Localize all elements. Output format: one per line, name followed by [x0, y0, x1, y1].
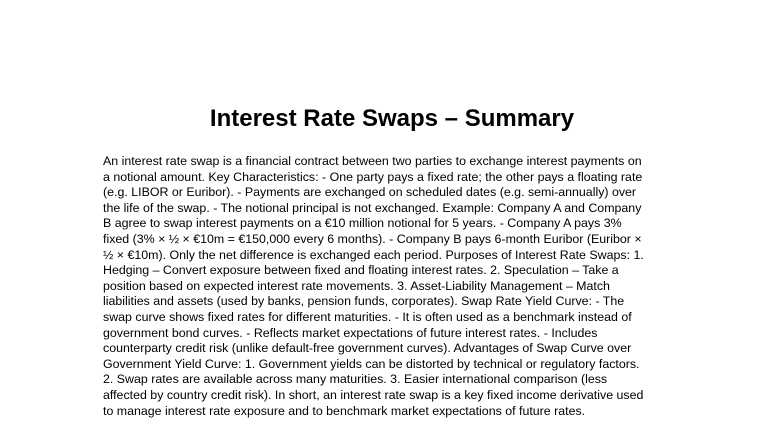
body-line: government bond curves. - Reflects market expectations of future interest rates. - Includes — [103, 325, 598, 340]
body-line: 2. Swap rates are available across many maturities. 3. Easier international comparison (less — [103, 372, 608, 387]
body-line: to manage interest rate exposure and to benchmark market expectations of future rates. — [103, 403, 586, 418]
body-line: the life of the swap. - The notional principal is not exchanged. Example: Company A and Company — [103, 200, 642, 215]
body-line: liabilities and assets (used by banks, pension funds, corporates). Swap Rate Yield Curve: - The — [103, 294, 625, 309]
body-line: ½ × €10m). Only the net difference is exchanged each period. Purposes of Interest Rate Swaps: 1. — [103, 247, 644, 262]
body-line: swap curve shows fixed rates for different maturities. - It is often used as a benchmark instead of — [103, 309, 632, 324]
body-line: fixed (3% × ½ × €10m = €150,000 every 6 months). - Company B pays 6-month Euribor (Euribor × — [103, 231, 642, 246]
body-line: Hedging – Convert exposure between fixed and floating interest rates. 2. Speculation – Take a — [103, 263, 619, 278]
body-line: An interest rate swap is a financial contract between two parties to exchange interest payments on — [103, 154, 642, 168]
document-body — [103, 154, 684, 419]
body-line: position based on expected interest rate movements. 3. Asset-Liability Management – Match — [103, 278, 610, 293]
body-line: a notional amount. Key Characteristics: - One party pays a fixed rate; the other pays a floating rate — [103, 169, 643, 184]
document-title: Interest Rate Swaps – Summary — [209, 105, 575, 132]
body-line: affected by country credit risk). In short, an interest rate swap is a key fixed income derivative used — [103, 387, 644, 402]
body-line: Government Yield Curve: 1. Government yields can be distorted by technical or regulatory factors. — [103, 356, 640, 371]
body-line: counterparty credit risk (unlike default-free government curves). Advantages of Swap Curve over — [103, 341, 632, 356]
body-line: B agree to swap interest payments on a €10 million notional for 5 years. - Company A pays 3% — [103, 216, 622, 231]
body-line: (e.g. LIBOR or Euribor). - Payments are exchanged on scheduled dates (e.g. semi-annually) over — [103, 185, 637, 200]
